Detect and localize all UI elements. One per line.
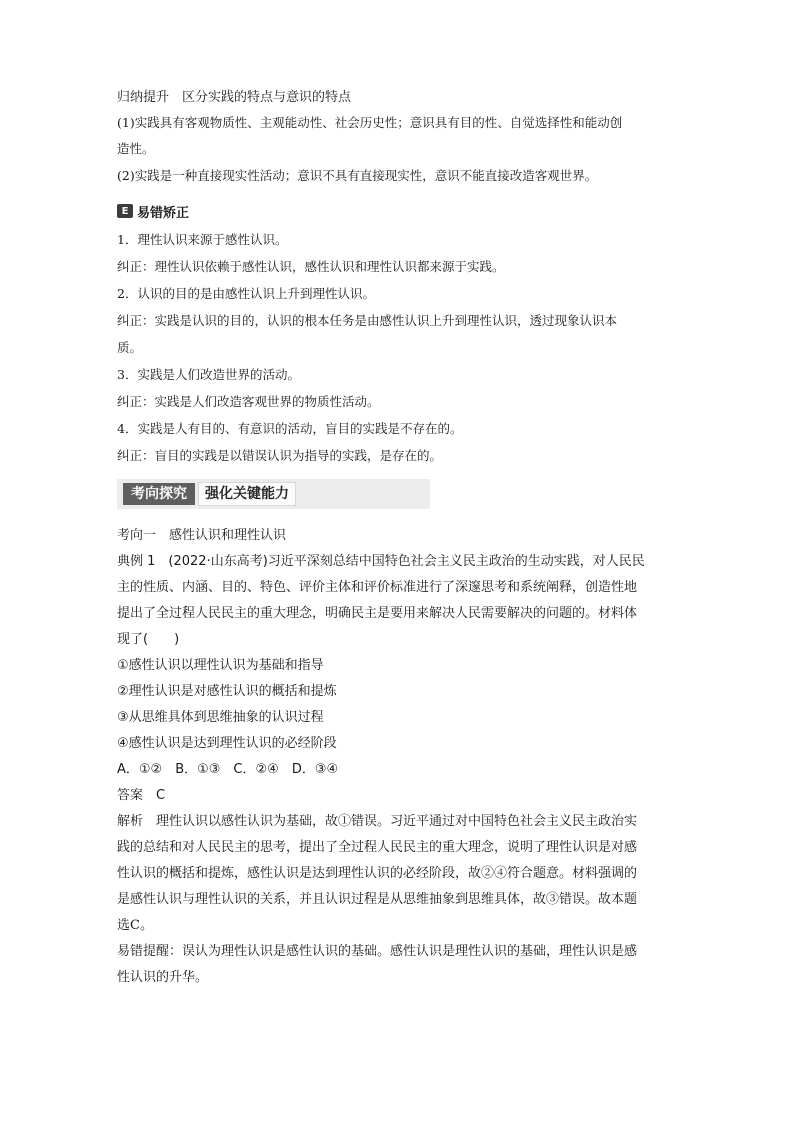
summary-point-1-line-2: 造性。 xyxy=(117,141,155,156)
correction-item-question: 3．实践是人们改造世界的活动。 xyxy=(117,367,300,382)
correction-item-question: 2．认识的目的是由感性认识上升到理性认识。 xyxy=(117,286,375,301)
direction-title: 考向一 感性认识和理性认识 xyxy=(117,528,287,543)
option-item: ④感性认识是达到理性认识的必经阶段 xyxy=(117,736,337,751)
correction-icon: E xyxy=(117,204,133,218)
correction-list xyxy=(117,226,677,469)
correction-item-question: 4．实践是人有目的、有意识的活动，盲目的实践是不存在的。 xyxy=(117,421,463,436)
example-stem-line: 提出了全过程人民民主的重大理念，明确民主是要用来解决人民需要解决的问题的。材料体 xyxy=(117,606,638,621)
option-item: ②理性认识是对感性认识的概括和提炼 xyxy=(117,684,337,699)
correction-item-answer: 纠正：实践是认识的目的，认识的根本任务是由感性认识上升到理性认识，透过现象认识本 xyxy=(117,313,618,328)
correction-item-answer: 纠正：实践是人们改造客观世界的物质性活动。 xyxy=(117,394,380,409)
document-page xyxy=(117,88,677,991)
summary-point-2: (2)实践是一种直接现实性活动；意识不具有直接现实性，意识不能直接改造客观世界。 xyxy=(117,168,598,183)
correction-item-answer: 纠正：理性认识依赖于感性认识，感性认识和理性认识都来源于实践。 xyxy=(117,259,505,274)
example-stem-line: 典例 1 (2022·山东高考)习近平深刻总结中国特色社会主义民主政治的生动实践，对人民民 xyxy=(117,554,645,569)
example-options xyxy=(117,653,677,757)
analysis-line: 践的总结和对人民民主的思考，提出了全过程人民民主的重大理念，说明了理性认识是对感 xyxy=(117,840,638,855)
correction-item-answer: 纠正：盲目的实践是以错误认识为指导的实践，是存在的。 xyxy=(117,448,443,463)
banner-dark-label: 考向探究 xyxy=(123,483,195,505)
correction-item-answer-cont: 质。 xyxy=(117,340,143,355)
option-item: ③从思维具体到思维抽象的认识过程 xyxy=(117,710,324,725)
analysis-line: 性认识的概括和提炼，感性认识是达到理性认识的必经阶段，故②④符合题意。材料强调的 xyxy=(117,866,638,881)
analysis-block xyxy=(117,809,677,939)
error-tip-line: 性认识的升华。 xyxy=(117,970,209,985)
correction-section-title xyxy=(117,200,677,222)
example-stem-line: 现了( ) xyxy=(117,632,180,647)
summary-point-1-line-1: (1)实践具有客观物质性、主观能动性、社会历史性；意识具有目的性、自觉选择性和能动创 xyxy=(117,115,623,130)
analysis-line: 解析 理性认识以感性认识为基础，故①错误。习近平通过对中国特色社会主义民主政治实 xyxy=(117,814,638,829)
option-item: ①感性认识以理性认识为基础和指导 xyxy=(117,658,324,673)
banner-light-label: 强化关键能力 xyxy=(198,482,296,506)
answer-choices: A．①② B．①③ C．②④ D．③④ xyxy=(117,762,339,777)
answer-label: 答案 C xyxy=(117,788,166,803)
section-banner xyxy=(117,479,430,509)
error-tip-block xyxy=(117,939,677,991)
analysis-line: 是感性认识与理性认识的关系，并且认识过程是从思维抽象到思维具体，故③错误。故本题 xyxy=(117,892,638,907)
example-stem xyxy=(117,549,677,653)
correction-item-question: 1．理性认识来源于感性认识。 xyxy=(117,232,288,247)
correction-title: 易错矫正 xyxy=(137,205,190,221)
example-stem-line: 主的性质、内涵、目的、特色、评价主体和评价标准进行了深邃思考和系统阐释，创造性地 xyxy=(117,580,638,595)
error-tip-line: 易错提醒：误认为理性认识是感性认识的基础。感性认识是理性认识的基础，理性认识是感 xyxy=(117,944,638,959)
analysis-line: 选C。 xyxy=(117,918,153,933)
summary-heading: 归纳提升 区分实践的特点与意识的特点 xyxy=(117,90,352,105)
